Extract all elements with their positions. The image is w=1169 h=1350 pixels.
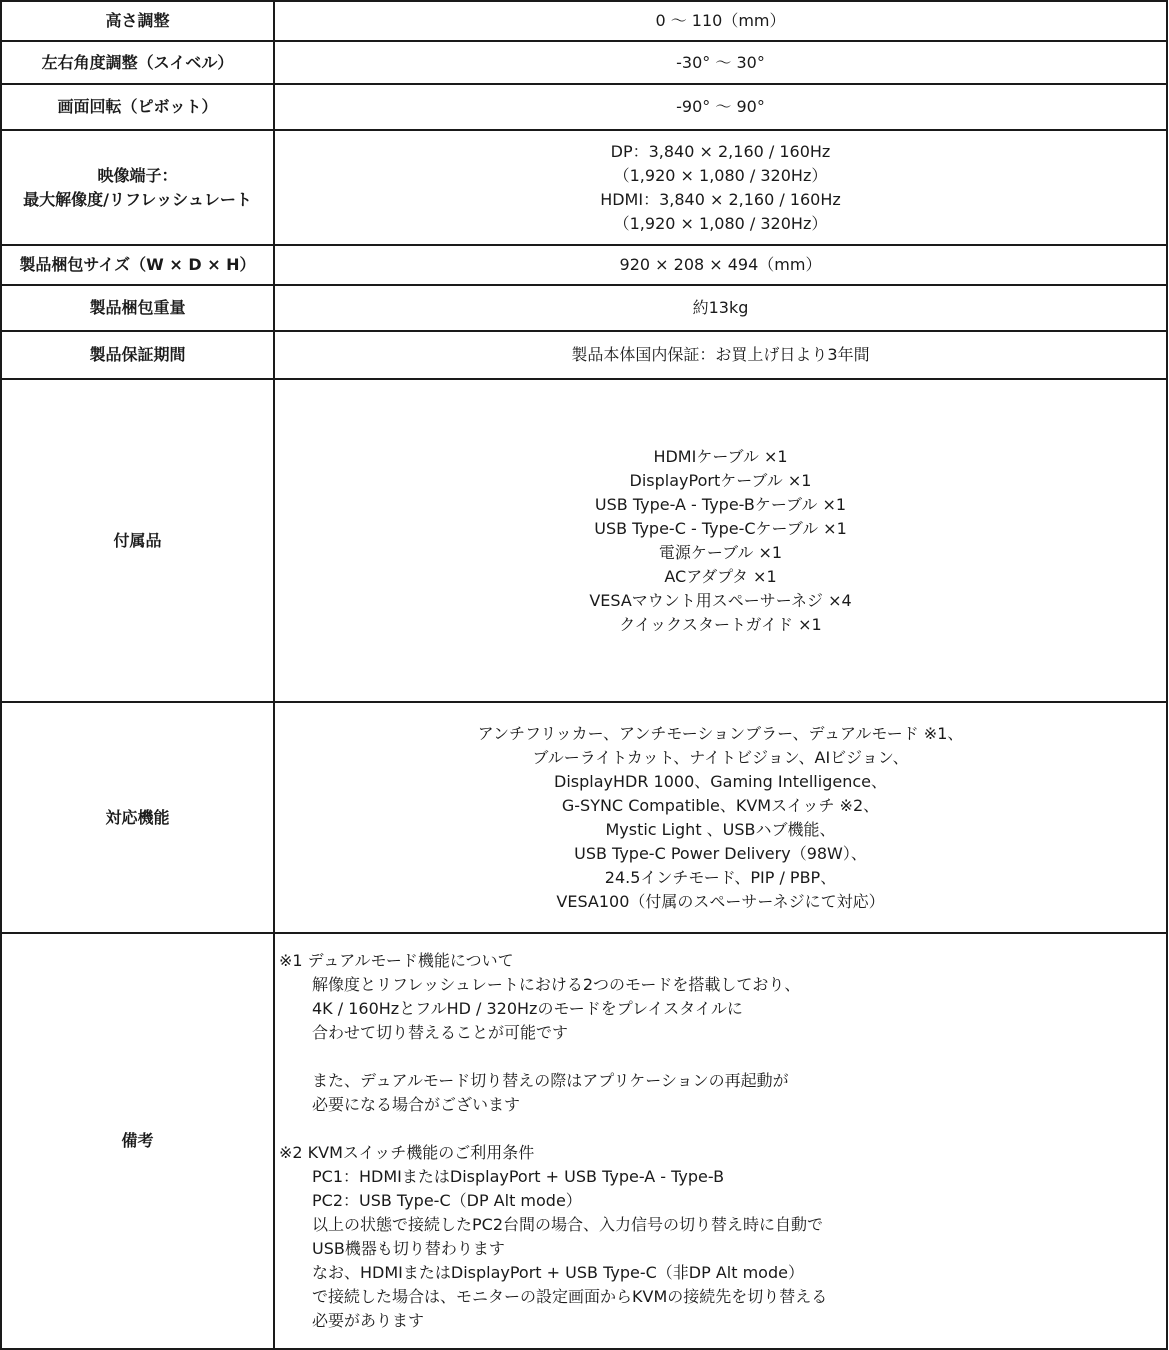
accessory-item: DisplayPortケーブル ×1 xyxy=(629,470,812,490)
spec-value xyxy=(274,41,1167,84)
spec-label xyxy=(1,130,274,245)
spec-label xyxy=(1,41,274,84)
spec-value xyxy=(274,331,1167,379)
spec-label xyxy=(1,702,274,933)
label-text: 備考 xyxy=(121,1131,154,1150)
accessory-item: USB Type-A - Type-Bケーブル ×1 xyxy=(594,494,847,514)
spec-value xyxy=(274,285,1167,331)
note-spacer xyxy=(279,1045,1166,1069)
note-heading: ※2 KVMスイッチ機能のご利用条件 xyxy=(279,1143,535,1162)
note-line: 合わせて切り替えることが可能です xyxy=(312,1023,569,1042)
spec-value xyxy=(274,1,1167,41)
label-text: 製品保証期間 xyxy=(89,345,186,364)
spec-row-notes xyxy=(1,933,1167,1349)
spec-row-package-size xyxy=(1,245,1167,285)
note-line: PC2：USB Type-C（DP Alt mode） xyxy=(312,1191,582,1210)
spec-value xyxy=(274,84,1167,130)
spec-row-features xyxy=(1,702,1167,933)
spec-row-warranty xyxy=(1,331,1167,379)
spec-label xyxy=(1,245,274,285)
value-text: 0 ～ 110（mm） xyxy=(655,11,786,30)
label-text: 付属品 xyxy=(113,530,162,550)
spec-label xyxy=(1,1,274,41)
note-line: 必要があります xyxy=(312,1311,425,1330)
note-line: 解像度とリフレッシュレートにおける2つのモードを搭載しており、 xyxy=(312,975,801,994)
label-text: 映像端子： xyxy=(97,165,178,185)
spec-value xyxy=(274,130,1167,245)
note-heading: ※1 デュアルモード機能について xyxy=(279,951,514,970)
spec-label xyxy=(1,933,274,1349)
note-line: 以上の状態で接続したPC2台間の場合、入力信号の切り替え時に自動で xyxy=(312,1215,824,1234)
feature-line: ブルーライトカット、ナイトビジョン、AIビジョン、 xyxy=(532,747,909,767)
feature-line: G-SYNC Compatible、KVMスイッチ ※2、 xyxy=(561,795,880,815)
label-text: 高さ調整 xyxy=(105,11,170,30)
spec-row-swivel xyxy=(1,41,1167,84)
spec-label xyxy=(1,84,274,130)
label-text: 画面回転（ピボット） xyxy=(57,97,218,116)
note-line: USB機器も切り替わります xyxy=(312,1239,505,1258)
spec-row-height-adjust xyxy=(1,1,1167,41)
label-text: 製品梱包サイズ（W × D × H） xyxy=(19,255,256,274)
value-text: （1,920 × 1,080 / 320Hz） xyxy=(613,213,828,233)
value-text: -30° ～ 30° xyxy=(676,52,765,72)
label-text: 対応機能 xyxy=(105,807,170,827)
note-line: 4K / 160HzとフルHD / 320Hzのモードをプレイスタイルに xyxy=(312,999,743,1018)
spec-label xyxy=(1,285,274,331)
feature-line: アンチフリッカー、アンチモーションブラー、デュアルモード ※1、 xyxy=(477,723,964,743)
value-text: 920 × 208 × 494（mm） xyxy=(619,255,822,274)
value-text: DP：3,840 × 2,160 / 160Hz xyxy=(610,141,831,161)
spec-value xyxy=(274,702,1167,933)
value-text: （1,920 × 1,080 / 320Hz） xyxy=(613,165,828,185)
note-spacer xyxy=(279,1117,1166,1141)
note-line: 必要になる場合がございます xyxy=(312,1095,521,1114)
spec-value-notes xyxy=(274,933,1167,1349)
value-text: 製品本体国内保証：お買上げ日より3年間 xyxy=(571,345,870,364)
accessory-item: HDMIケーブル ×1 xyxy=(653,446,788,466)
feature-line: Mystic Light 、USBハブ機能、 xyxy=(605,819,836,839)
accessory-item: VESAマウント用スペーサーネジ ×4 xyxy=(589,590,852,610)
spec-label xyxy=(1,331,274,379)
spec-row-accessories xyxy=(1,379,1167,702)
accessory-item: USB Type-C - Type-Cケーブル ×1 xyxy=(594,518,847,538)
feature-line: USB Type-C Power Delivery（98W）、 xyxy=(574,843,867,863)
accessory-item: 電源ケーブル ×1 xyxy=(658,542,783,562)
note-line: PC1：HDMIまたはDisplayPort + USB Type-A - Type-B xyxy=(312,1167,725,1186)
label-text: 左右角度調整（スイベル） xyxy=(41,52,234,72)
spec-row-video-ports xyxy=(1,130,1167,245)
label-text: 製品梱包重量 xyxy=(89,298,186,317)
feature-line: 24.5インチモード、PIP / PBP、 xyxy=(604,867,837,887)
feature-line: DisplayHDR 1000、Gaming Intelligence、 xyxy=(554,771,887,791)
accessory-item: ACアダプタ ×1 xyxy=(664,566,777,586)
note-line: で接続した場合は、モニターの設定画面からKVMの接続先を切り替える xyxy=(312,1287,828,1306)
value-text: 約13kg xyxy=(692,298,749,317)
spec-value xyxy=(274,245,1167,285)
label-text: 最大解像度/リフレッシュレート xyxy=(23,189,252,209)
spec-label xyxy=(1,379,274,702)
note-line: なお、HDMIまたはDisplayPort + USB Type-C（非DP Alt mode） xyxy=(312,1263,804,1282)
spec-value xyxy=(274,379,1167,702)
spec-row-package-weight xyxy=(1,285,1167,331)
feature-line: VESA100（付属のスペーサーネジにて対応） xyxy=(556,891,885,911)
value-text: HDMI：3,840 × 2,160 / 160Hz xyxy=(600,189,841,209)
note-line: また、デュアルモード切り替えの際はアプリケーションの再起動が xyxy=(312,1071,789,1090)
accessory-item: クイックスタートガイド ×1 xyxy=(619,614,822,634)
spec-row-pivot xyxy=(1,84,1167,130)
value-text: -90° ～ 90° xyxy=(676,97,765,116)
